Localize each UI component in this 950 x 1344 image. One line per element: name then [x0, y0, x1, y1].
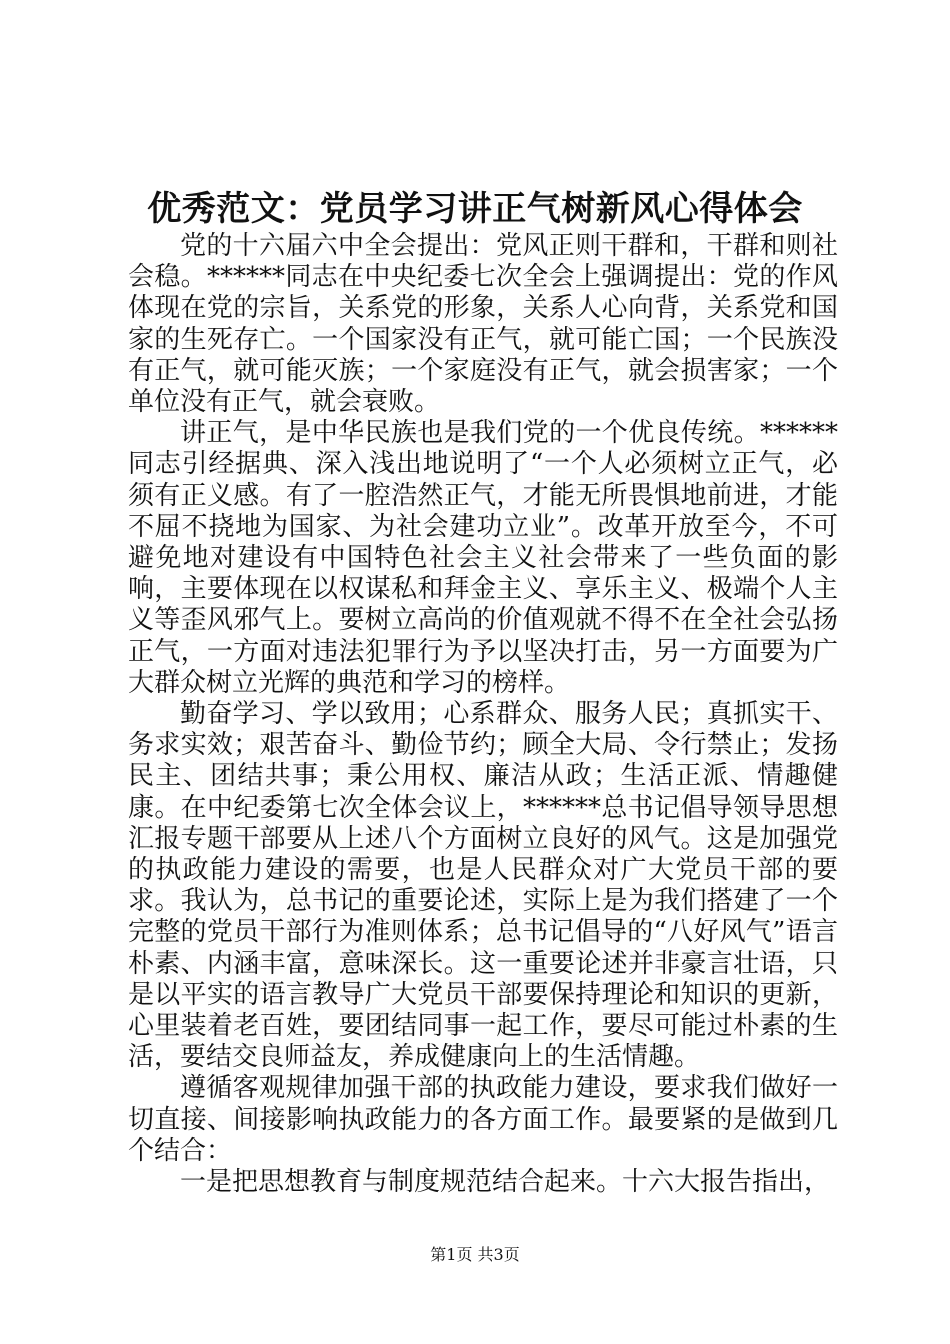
paragraph-5: 一是把思想教育与制度规范结合起来。十六大报告指出，	[180, 1167, 831, 1198]
document-title: 优秀范文：党员学习讲正气树新风心得体会	[147, 189, 803, 229]
page-number-footer: 第1页 共3页	[430, 1245, 520, 1264]
paragraph-2: 讲正气，是中华民族也是我们党的一个优良传统。******同志引经据典、深入浅出地说明了“一个人必须树立正气，必须有正义感。有了一腔浩然正气，才能无所畏惧地前进，才能不屈不挠地为国家、为社会建功立业”。改革开放至今，不可避免地对建设有中国特色社会主义社会带来了一些负面的影响，主要体现在以权谋私和拜金主义、享乐主义、极端个人主义等歪风邪气上。要树立高尚的价值观就不得不在全社会弘扬正气，一方面对违法犯罪行为予以坚决打击，另一方面要为广大群众树立光辉的典范和学习的榜样。	[128, 418, 838, 698]
paragraph-3: 勤奋学习、学以致用；心系群众、服务人民；真抓实干、务求实效；艰苦奋斗、勤俭节约；顾全大局、令行禁止；发扬民主、团结共事；秉公用权、廉洁从政；生活正派、情趣健康。在中纪委第七次全体会议上，******总书记倡导领导思想汇报专题干部要从上述八个方面树立良好的风气。这是加强党的执政能力建设的需要，也是人民群众对广大党员干部的要求。我认为，总书记的重要论述，实际上是为我们搭建了一个完整的党员干部行为准则体系；总书记倡导的“八好风气”语言朴素、内涵丰富，意味深长。这一重要论述并非豪言壮语，只是以平实的语言教导广大党员干部要保持理论和知识的更新，心里装着老百姓，要团结同事一起工作，要尽可能过朴素的生活，要结交良师益友，养成健康向上的生活情趣。	[128, 699, 838, 1073]
document-body	[128, 231, 838, 1198]
paragraph-4: 遵循客观规律加强干部的执政能力建设，要求我们做好一切直接、间接影响执政能力的各方面工作。最要紧的是做到几个结合：	[128, 1073, 838, 1166]
paragraph-1: 党的十六届六中全会提出：党风正则干群和，干群和则社会稳。******同志在中央纪委七次全会上强调提出：党的作风体现在党的宗旨，关系党的形象，关系人心向背，关系党和国家的生死存亡。一个国家没有正气，就可能亡国；一个民族没有正气，就可能灭族；一个家庭没有正气，就会损害家；一个单位没有正气，就会衰败。	[128, 231, 838, 418]
